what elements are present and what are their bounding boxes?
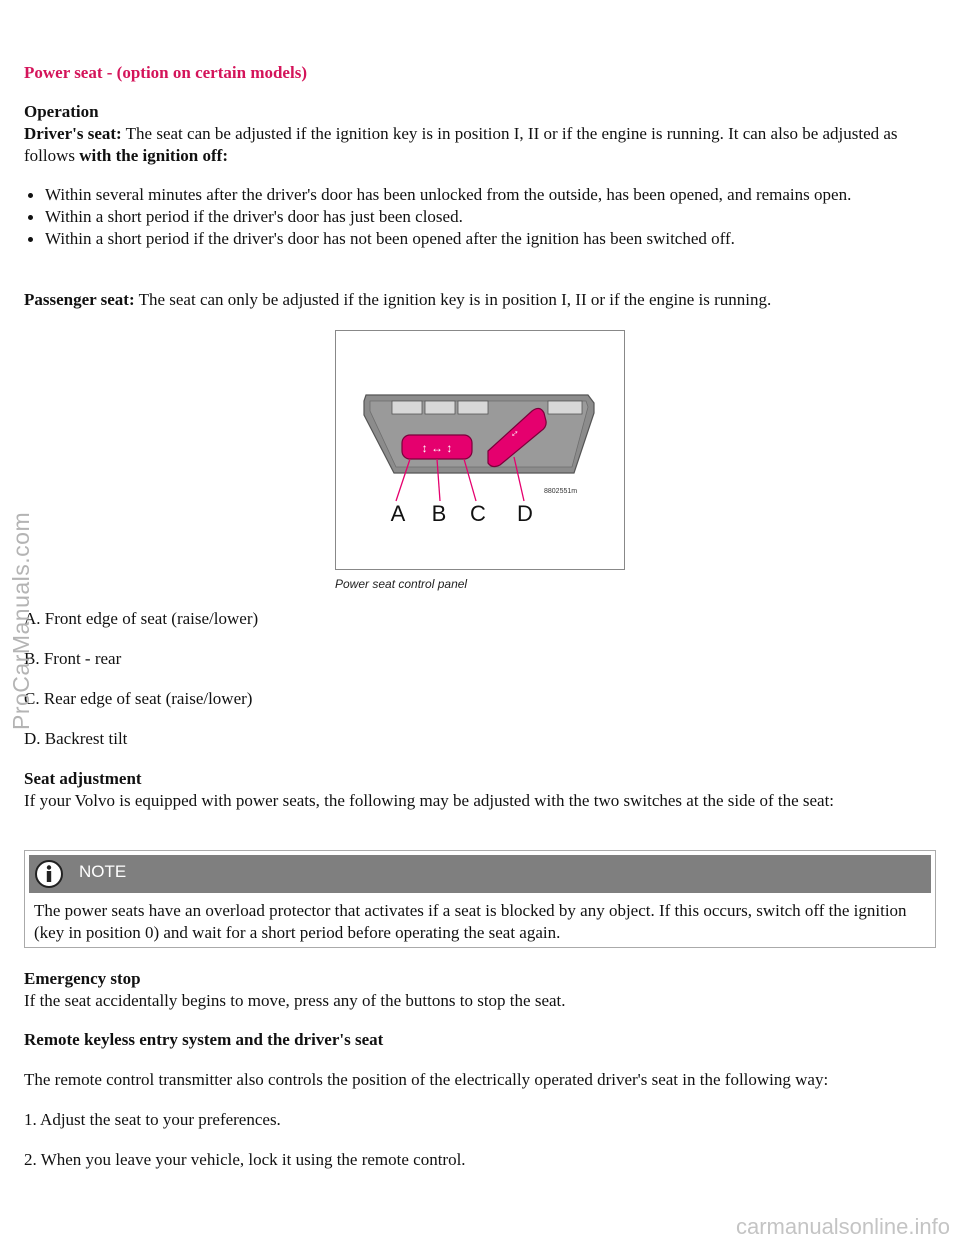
seat-adjustment-section xyxy=(24,768,924,812)
label-c: C xyxy=(470,501,486,526)
list-item: Within a short period if the driver's door has just been closed. xyxy=(24,206,924,228)
seat-switch-arrows: ↕ ↔ ↕ xyxy=(421,441,453,455)
ignition-off-text: with the ignition off: xyxy=(79,146,228,165)
remote-heading-block xyxy=(24,1029,924,1051)
figure-caption: Power seat control panel xyxy=(335,577,468,591)
legend-item-a: A. Front edge of seat (raise/lower) xyxy=(24,609,259,628)
figure-code: 8802551m xyxy=(544,488,578,495)
list-item: Within a short period if the driver's door has not been opened after the ignition has been switched off. xyxy=(24,228,924,250)
operation-section xyxy=(24,101,924,167)
side-watermark: ProCarManuals.com xyxy=(8,511,34,730)
memory-button-1 xyxy=(392,401,422,414)
remote-intro: The remote control transmitter also controls the position of the electrically operated driver's seat in the following way: xyxy=(24,1070,829,1089)
driver-seat-conditions xyxy=(24,184,924,250)
label-d: D xyxy=(517,501,533,526)
note-title: NOTE xyxy=(79,862,127,881)
emergency-stop-section xyxy=(24,968,924,1012)
figure-frame xyxy=(335,330,625,570)
bottom-watermark: carmanualsonline.info xyxy=(735,1214,950,1239)
driver-seat-label: Driver's seat: xyxy=(24,124,122,143)
control-panel-illustration xyxy=(336,331,624,569)
passenger-seat-paragraph xyxy=(24,289,924,311)
note-text: The power seats have an overload protector that activates if a seat is blocked by any object. If this occurs, switch off the ignition (key in position 0) and wait for a short period before operating the seat again. xyxy=(34,901,907,942)
list-item: Within several minutes after the driver's door has been unlocked from the outside, has been opened, and remains open. xyxy=(24,184,924,206)
memory-button-2 xyxy=(425,401,455,414)
label-a: A xyxy=(390,501,406,526)
section-title: Power seat - (option on certain models) xyxy=(24,63,307,82)
emergency-stop-heading: Emergency stop xyxy=(24,969,141,988)
seat-adjustment-text: If your Volvo is equipped with power seats, the following may be adjusted with the two switches at the side of the seat: xyxy=(24,791,835,810)
driver-seat-text: The seat can be adjusted if the ignition key is in position I, II or if the engine is running. It can also be adjusted as follows xyxy=(24,124,898,165)
seat-adjustment-heading: Seat adjustment xyxy=(24,769,142,788)
driver-seat-paragraph xyxy=(24,123,924,167)
remote-step-2: 2. When you leave your vehicle, lock it using the remote control. xyxy=(24,1150,466,1169)
memory-button-3 xyxy=(458,401,488,414)
legend-item-b: B. Front - rear xyxy=(24,649,122,668)
remote-step-1: 1. Adjust the seat to your preferences. xyxy=(24,1110,281,1129)
label-b: B xyxy=(431,501,447,526)
passenger-seat-label: Passenger seat: xyxy=(24,290,135,309)
power-seat-figure xyxy=(335,330,625,592)
operation-heading: Operation xyxy=(24,102,99,121)
emergency-stop-text: If the seat accidentally begins to move, press any of the buttons to stop the seat. xyxy=(24,991,566,1010)
info-icon xyxy=(34,859,64,895)
backrest-switch-arrows: ↔ xyxy=(506,424,523,441)
memory-set-button xyxy=(548,401,582,414)
note-header xyxy=(29,855,931,893)
remote-heading: Remote keyless entry system and the driver's seat xyxy=(24,1030,384,1049)
note-box xyxy=(24,850,936,948)
passenger-seat-text: The seat can only be adjusted if the ignition key is in position I, II or if the engine is running. xyxy=(134,290,772,309)
legend-item-c: C. Rear edge of seat (raise/lower) xyxy=(24,689,253,708)
legend-item-d: D. Backrest tilt xyxy=(24,729,128,748)
